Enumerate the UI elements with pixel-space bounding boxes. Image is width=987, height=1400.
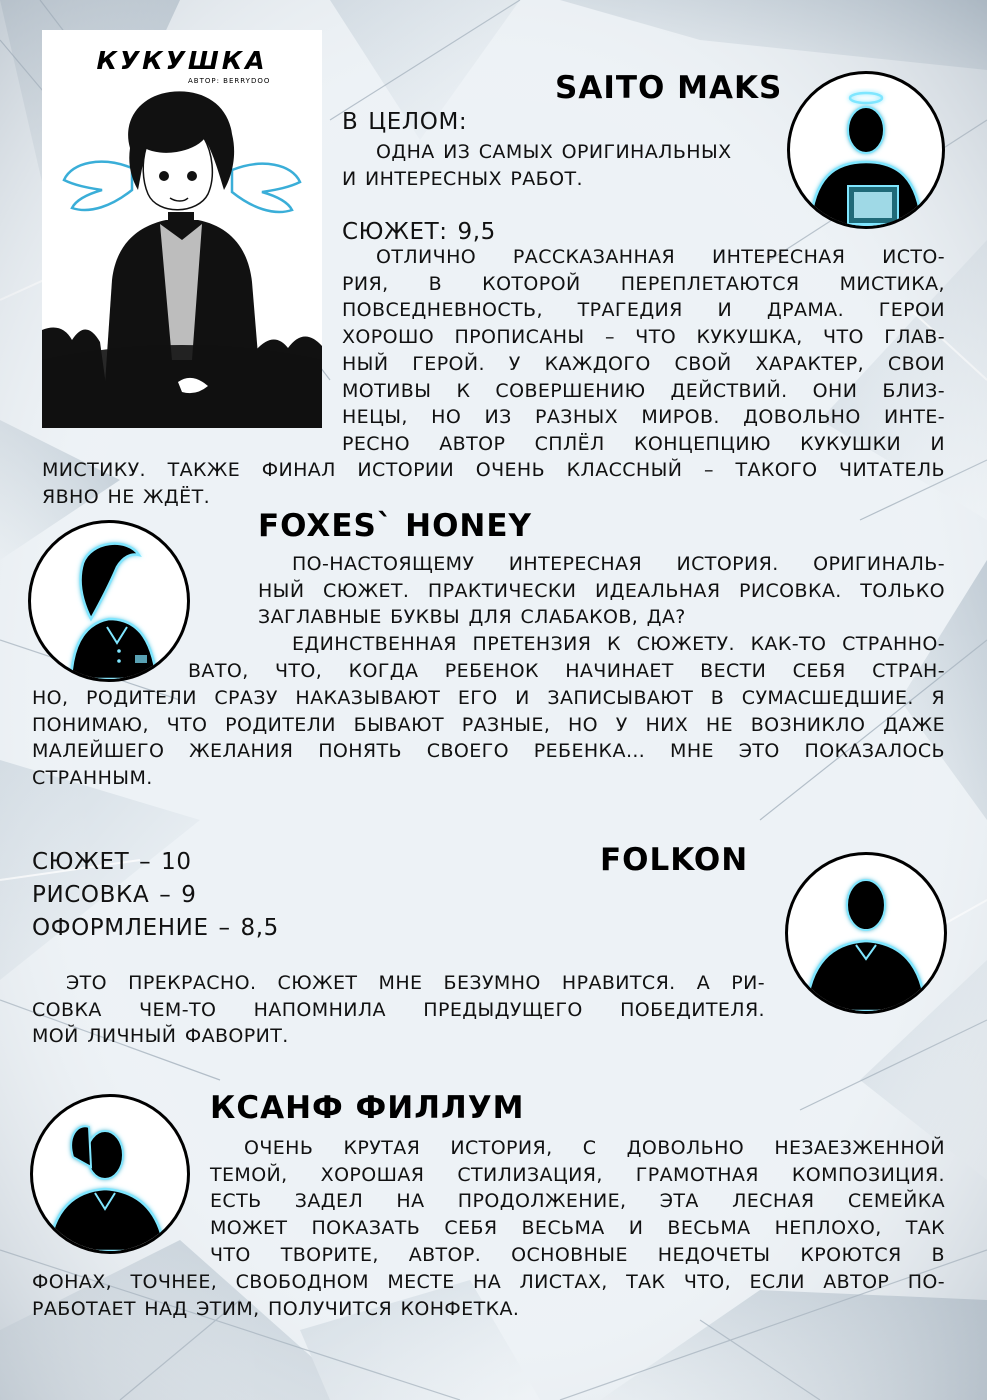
silhouette-halo-icon xyxy=(790,74,942,226)
review-line: МИСТИКУ. ТАКЖЕ ФИНАЛ ИСТОРИИ ОЧЕНЬ КЛАССНЫЙ – ТАКОГО ЧИТАТЕЛЬ xyxy=(42,459,945,481)
review-line: ВАТО, ЧТО, КОГДА РЕБЕНОК НАЧИНАЕТ ВЕСТИ СЕБЯ СТРАН- xyxy=(188,660,945,682)
score-line: СЮЖЕТ – 10 xyxy=(32,849,192,875)
review-foxes-honey-bottom xyxy=(32,685,945,792)
avatar-folkon xyxy=(785,852,947,1014)
review-folkon xyxy=(32,970,765,1050)
reviewer-name-folkon: FOLKON xyxy=(600,842,749,878)
review-line: ФОНАХ, ТОЧНЕЕ, СВОБОДНОМ МЕСТЕ НА ЛИСТАХ, ТАК ЧТО, ЕСЛИ АВТОР ПО- xyxy=(32,1271,945,1293)
review-line: МАЛЕЙШЕГО ЖЕЛАНИЯ ПОНЯТЬ СВОЕГО РЕБЕНКА… МНЕ ЭТО ПОКАЗАЛОСЬ xyxy=(32,740,945,763)
review-line: НЕЦЫ, НО ИЗ РАЗНЫХ МИРОВ. ДОВОЛЬНО ИНТЕ- xyxy=(342,406,945,429)
review-line: ЗАГЛАВНЫЕ БУКВЫ ДЛЯ СЛАБАКОВ, ДА? xyxy=(258,606,686,629)
score-line: РИСОВКА – 9 xyxy=(32,882,197,908)
general-text-line: ОДНА ИЗ САМЫХ ОРИГИНАЛЬНЫХ xyxy=(376,141,732,163)
review-line: ПО-НАСТОЯЩЕМУ ИНТЕРЕСНАЯ ИСТОРИЯ. ОРИГИНАЛЬ- xyxy=(292,553,945,575)
cover-title: КУКУШКА xyxy=(96,46,268,75)
cover-character-illustration xyxy=(42,30,322,428)
review-line: СТРАННЫМ. xyxy=(32,767,153,790)
folkon-scores xyxy=(32,846,279,945)
review-foxes-honey-mid xyxy=(188,658,945,685)
review-line: НО, РОДИТЕЛИ СРАЗУ НАКАЗЫВАЮТ ЕГО И ЗАПИСЫВАЮТ В СУМАСШЕДШИЕ. Я xyxy=(32,687,945,709)
review-foxes-honey-top xyxy=(258,551,945,658)
review-ksanf-fillum-top xyxy=(210,1135,945,1269)
silhouette-suit-icon xyxy=(788,855,944,1011)
review-line: НЫЙ СЮЖЕТ. ПРАКТИЧЕСКИ ИДЕАЛЬНАЯ РИСОВКА. ТОЛЬКО xyxy=(258,579,945,602)
review-line: ОЧЕНЬ КРУТАЯ ИСТОРИЯ, С ДОВОЛЬНО НЕЗАЕЗЖЕННОЙ xyxy=(244,1137,945,1159)
review-ksanf-fillum-bottom xyxy=(32,1269,945,1322)
review-saito-plot xyxy=(342,244,945,458)
review-line: НЫЙ ГЕРОЙ. У КАЖДОГО СВОЙ ХАРАКТЕР, СВОИ xyxy=(342,352,945,375)
plot-score-label: СЮЖЕТ: 9,5 xyxy=(342,219,496,245)
silhouette-phone-icon xyxy=(33,1097,187,1251)
score-line: ОФОРМЛЕНИЕ – 8,5 xyxy=(32,915,279,941)
review-line: ЯВНО НЕ ЖДЁТ. xyxy=(42,485,211,508)
review-line: ХОРОШО ПРОПИСАНЫ – ЧТО КУКУШКА, ЧТО ГЛАВ- xyxy=(342,326,945,349)
review-line: ТЕМОЙ, ХОРОШАЯ СТИЛИЗАЦИЯ, ГРАМОТНАЯ КОМПОЗИЦИЯ. xyxy=(210,1163,945,1186)
reviewer-name-ksanf-fillum: КСАНФ ФИЛЛУМ xyxy=(210,1090,525,1126)
silhouette-ponytail-icon xyxy=(31,523,187,679)
review-line: РЕСНО АВТОР СПЛЁЛ КОНЦЕПЦИЮ КУКУШКИ И xyxy=(342,432,945,455)
cover-image xyxy=(42,30,322,428)
general-label: В ЦЕЛОМ: xyxy=(342,109,468,135)
review-saito-plot-tail xyxy=(42,457,945,510)
review-line: ЕДИНСТВЕННАЯ ПРЕТЕНЗИЯ К СЮЖЕТУ. КАК-ТО СТРАННО- xyxy=(292,633,945,656)
general-text-line: И ИНТЕРЕСНЫХ РАБОТ. xyxy=(342,167,583,190)
reviewer-name-foxes-honey: FOXES` HONEY xyxy=(258,508,532,544)
review-saito-general xyxy=(342,106,782,192)
cover-author: АВТОР: BERRYDOO xyxy=(188,77,271,85)
review-line: ЕСТЬ ЗАДЕЛ НА ПРОДОЛЖЕНИЕ, ЭТА ЛЕСНАЯ СЕМЕЙКА xyxy=(210,1190,945,1213)
avatar-foxes-honey xyxy=(28,520,190,682)
review-line: ПОВСЕДНЕВНОСТЬ, ТРАГЕДИЯ И ДРАМА. ГЕРОИ xyxy=(342,299,945,322)
review-line: ЧТО ТВОРИТЕ, АВТОР. ОСНОВНЫЕ НЕДОЧЕТЫ КРОЮТСЯ В xyxy=(210,1243,945,1266)
avatar-saito-maks xyxy=(787,71,945,229)
review-line: МОЙ ЛИЧНЫЙ ФАВОРИТ. xyxy=(32,1025,289,1048)
reviewer-name-saito-maks: SAITO MAKS xyxy=(555,70,783,106)
review-line: РАБОТАЕТ НАД ЭТИМ, ПОЛУЧИТСЯ КОНФЕТКА. xyxy=(32,1297,520,1320)
avatar-ksanf-fillum xyxy=(30,1094,190,1254)
review-line: СОВКА ЧЕМ-ТО НАПОМНИЛА ПРЕДЫДУЩЕГО ПОБЕДИТЕЛЯ. xyxy=(32,998,765,1021)
review-line: ЭТО ПРЕКРАСНО. СЮЖЕТ МНЕ БЕЗУМНО НРАВИТСЯ. А РИ- xyxy=(66,972,765,994)
review-line: ПОНИМАЮ, ЧТО РОДИТЕЛИ БЫВАЮТ РАЗНЫЕ, НО У НИХ НЕ ВОЗНИКЛО ДАЖЕ xyxy=(32,713,945,736)
review-line: МОТИВЫ К СОВЕРШЕНИЮ ДЕЙСТВИЙ. ОНИ БЛИЗ- xyxy=(342,379,945,402)
review-line: МОЖЕТ ПОКАЗАТЬ СЕБЯ ВЕСЬМА И ВЕСЬМА НЕПЛОХО, ТАК xyxy=(210,1217,945,1240)
review-line: ОТЛИЧНО РАССКАЗАННАЯ ИНТЕРЕСНАЯ ИСТО- xyxy=(376,246,945,268)
review-line: РИЯ, В КОТОРОЙ ПЕРЕПЛЕТАЮТСЯ МИСТИКА, xyxy=(342,272,945,295)
